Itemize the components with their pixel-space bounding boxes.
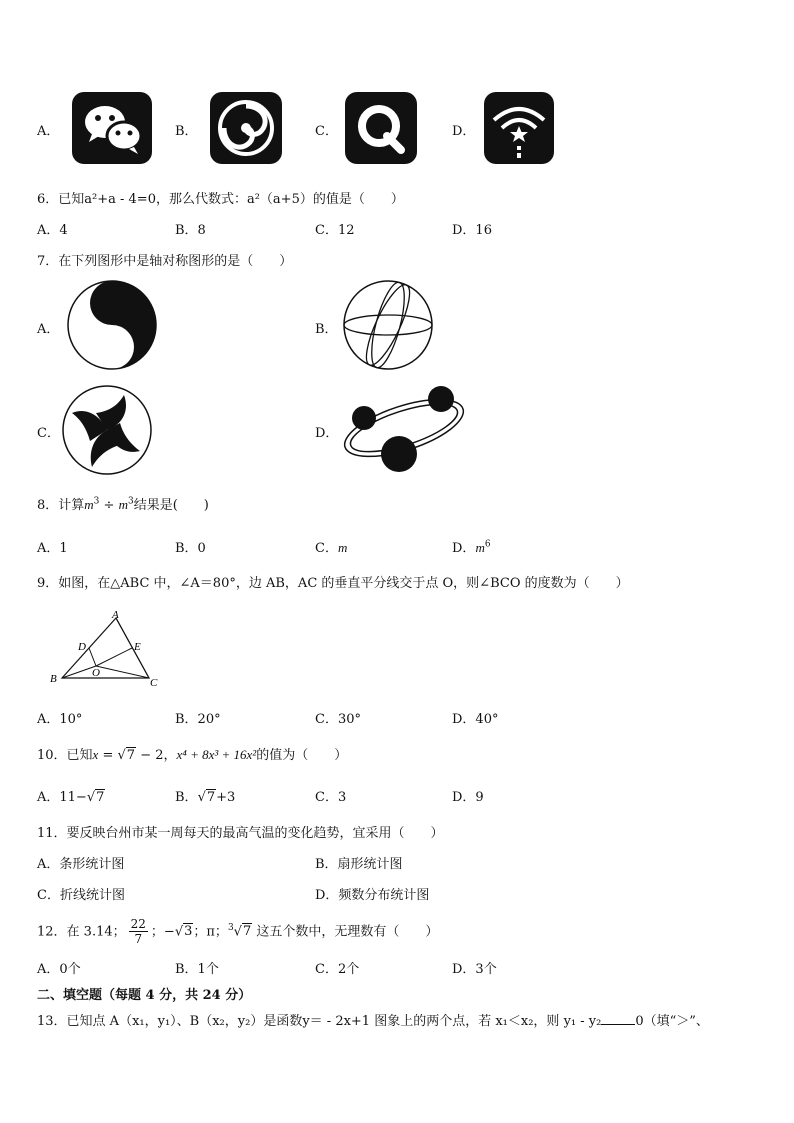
q10-option-a-prefix: A．11− xyxy=(37,790,87,805)
q10-option-b-rad: 7 xyxy=(206,790,216,805)
q6-option-c: C．12 xyxy=(315,223,355,238)
q7-option-b-label: B． xyxy=(315,322,338,337)
section-heading: 二、填空题（每题 4 分，共 24 分） xyxy=(37,988,252,1003)
q8-stem xyxy=(37,494,209,513)
q13-tail: 0（填“＞”、 xyxy=(635,1014,709,1029)
swirl-disc-icon xyxy=(60,385,154,475)
triangle-figure xyxy=(46,608,166,688)
q11-option-c: C．折线统计图 xyxy=(37,888,125,903)
q5-option-b-label: B． xyxy=(175,124,198,139)
q10-comma: ， xyxy=(163,748,177,763)
q10-option-b-suffix: +3 xyxy=(216,790,236,805)
q13-stem-text: 13．已知点 A（x₁，y₁）、B（x₂，y₂）是函数y＝ - 2x+1 图象上的两个点，若 x₁＜x₂，则 y₁ - y₂ xyxy=(37,1014,602,1029)
q10-x-var: x xyxy=(92,747,99,762)
q10-option-c: C．3 xyxy=(315,790,347,805)
q8-expr-op: ÷ xyxy=(99,498,119,513)
q10-option-a-rad: 7 xyxy=(96,790,105,805)
q11-option-a: A．条形统计图 xyxy=(37,857,125,872)
q12-pi: ；π； xyxy=(193,924,228,940)
swirl-icon xyxy=(210,92,282,164)
q8-expr-exp-2: 3 xyxy=(127,496,134,507)
q10-stem-suffix: 的值为（ ） xyxy=(256,748,348,763)
q10-x-eq: = xyxy=(98,748,118,763)
q11-option-b: B．扇形统计图 xyxy=(315,857,403,872)
q6-option-d: D．16 xyxy=(452,223,492,238)
q11-stem: 11．要反映台州市某一周每天的最高气温的变化趋势，宜采用（ ） xyxy=(37,826,444,841)
q10-minus-two: − 2 xyxy=(136,748,164,763)
wifi-icon xyxy=(484,92,554,164)
q12-rad7: 7 xyxy=(242,924,252,940)
q6-stem: 6．已知a²+a - 4=0，那么代数式：a²（a+5）的值是（ ） xyxy=(37,192,404,207)
q10-stem-prefix: 10．已知 xyxy=(37,748,93,763)
q7-option-a-label: A． xyxy=(37,322,60,337)
q8-option-b: B．0 xyxy=(175,541,206,556)
q12-fraction xyxy=(129,917,148,946)
q8-stem-prefix: 8．计算 xyxy=(37,498,85,513)
q8-option-d xyxy=(452,537,491,556)
q13-stem xyxy=(37,1010,709,1029)
q9-option-c: C．30° xyxy=(315,712,361,727)
q-search-icon xyxy=(345,92,417,164)
q10-option-d: D．9 xyxy=(452,790,484,805)
q7-option-d-label: D． xyxy=(315,426,339,441)
q7-stem: 7．在下列图形中是轴对称图形的是（ ） xyxy=(37,254,293,269)
q5-option-a-label: A． xyxy=(37,124,60,139)
q12-stem-suffix: 这五个数中，无理数有（ ） xyxy=(252,924,439,940)
q6-option-a: A．4 xyxy=(37,223,68,238)
q6-option-b: B．8 xyxy=(175,223,206,238)
q9-option-b: B．20° xyxy=(175,712,221,727)
q12-stem-prefix: 12．在 3.14； xyxy=(37,924,126,940)
orbit-balls-icon xyxy=(340,382,470,474)
q8-option-d-exp: 6 xyxy=(484,539,491,550)
fig-label-d: D xyxy=(78,641,86,653)
q12-option-c: C．2个 xyxy=(315,962,360,977)
sphere-icon xyxy=(341,280,435,370)
q8-stem-suffix: 结果是( ) xyxy=(133,498,209,513)
q12-neg-sqrt: ；− xyxy=(150,924,175,940)
q8-option-c xyxy=(315,537,347,556)
fig-label-o: O xyxy=(92,667,100,679)
q12-option-b: B．1个 xyxy=(175,962,219,977)
wechat-icon xyxy=(72,92,152,164)
q12-option-d: D．3个 xyxy=(452,962,497,977)
q9-option-d: D．40° xyxy=(452,712,499,727)
q5-option-c-label: C． xyxy=(315,124,338,139)
q8-option-a: A．1 xyxy=(37,541,68,556)
q8-expr-base-1: m xyxy=(84,497,94,512)
q9-stem: 9．如图，在△ABC 中，∠A＝80°，边 AB，AC 的垂直平分线交于点 O，则∠BCO 的度数为（ ） xyxy=(37,576,629,591)
q8-expr-exp-1: 3 xyxy=(93,496,100,507)
q10-option-b-prefix: B． xyxy=(175,790,198,805)
fig-label-e: E xyxy=(134,641,141,653)
q12-rad3: 3 xyxy=(184,924,193,940)
q8-option-d-label: D． xyxy=(452,541,476,556)
q10-poly: x⁴ + 8x³ + 16x² xyxy=(176,747,257,762)
fig-label-c: C xyxy=(150,677,158,688)
q8-option-c-math: m xyxy=(337,540,348,555)
q13-answer-blank[interactable] xyxy=(601,1012,635,1025)
q10-option-a: A．11−√7 xyxy=(37,790,105,805)
q12-stem: 12．在 3.14； $\frac{22}{7}$ ；−√3；π；$^3$√7 这五个数中，无理数有（ ） xyxy=(37,917,439,947)
q12-frac-den: 7 xyxy=(134,932,143,947)
q7-option-c-label: C． xyxy=(37,426,60,441)
q11-option-d: D．频数分布统计图 xyxy=(315,888,430,903)
q12-frac-num: 22 xyxy=(130,917,146,932)
q5-option-d-label: D． xyxy=(452,124,476,139)
q9-option-a: A．10° xyxy=(37,712,83,727)
q10-radicand: 7 xyxy=(126,748,136,763)
fig-label-a: A xyxy=(112,609,119,621)
yin-yang-icon xyxy=(64,280,160,370)
q8-expr-base-2: m xyxy=(118,497,128,512)
q12-cube-index: 3 xyxy=(227,923,234,933)
q12-option-a: A．0个 xyxy=(37,962,81,977)
q8-option-c-label: C． xyxy=(315,541,338,556)
q8-option-d-base: m xyxy=(475,540,485,555)
q10-option-b: B．√7+3 xyxy=(175,790,236,805)
fig-label-b: B xyxy=(50,673,57,685)
q10-stem: 10．已知x = √7 − 2，x⁴ + 8x³ + 16x²的值为（ ） xyxy=(37,747,348,763)
